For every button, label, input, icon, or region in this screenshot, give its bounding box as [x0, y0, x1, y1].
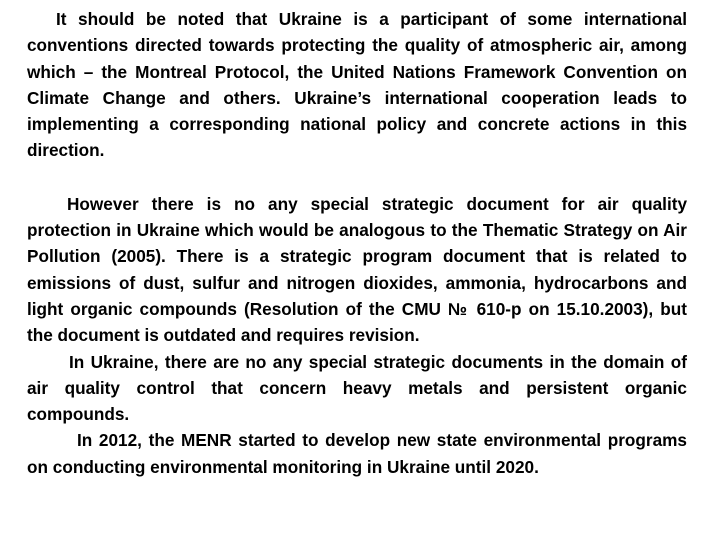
paragraph-menr-programs: In 2012, the MENR started to develop new state environmental programs on conducting environmental monitoring in Ukraine until 2020. [27, 430, 687, 477]
document-body [27, 6, 687, 480]
paragraph-strategic-document: However there is no any special strategic document for air quality protection in Ukraine which would be analogous to the Thematic Strategy on Air Pollution (2005). There is a strategic program document that is related to emissions of dust, sulfur and nitrogen dioxides, ammonia, hydrocarbons and light organic compounds (Resolution of the CMU № 610-р on 15.10.2003), but the document is outdated and requires revision. [27, 193, 687, 346]
paragraph-international-conventions: It should be noted that Ukraine is a participant of some international conventions directed towards protecting the quality of atmospheric air, among which – the Montreal Protocol, the United Nations Framework Convention on Climate Change and others. Ukraine’s international cooperation leads to implementing a corresponding national policy and concrete actions in this direction. [27, 9, 687, 161]
paragraph-heavy-metals: In Ukraine, there are no any special strategic documents in the domain of air quality control that concern heavy metals and persistent organic compounds. [27, 351, 687, 425]
